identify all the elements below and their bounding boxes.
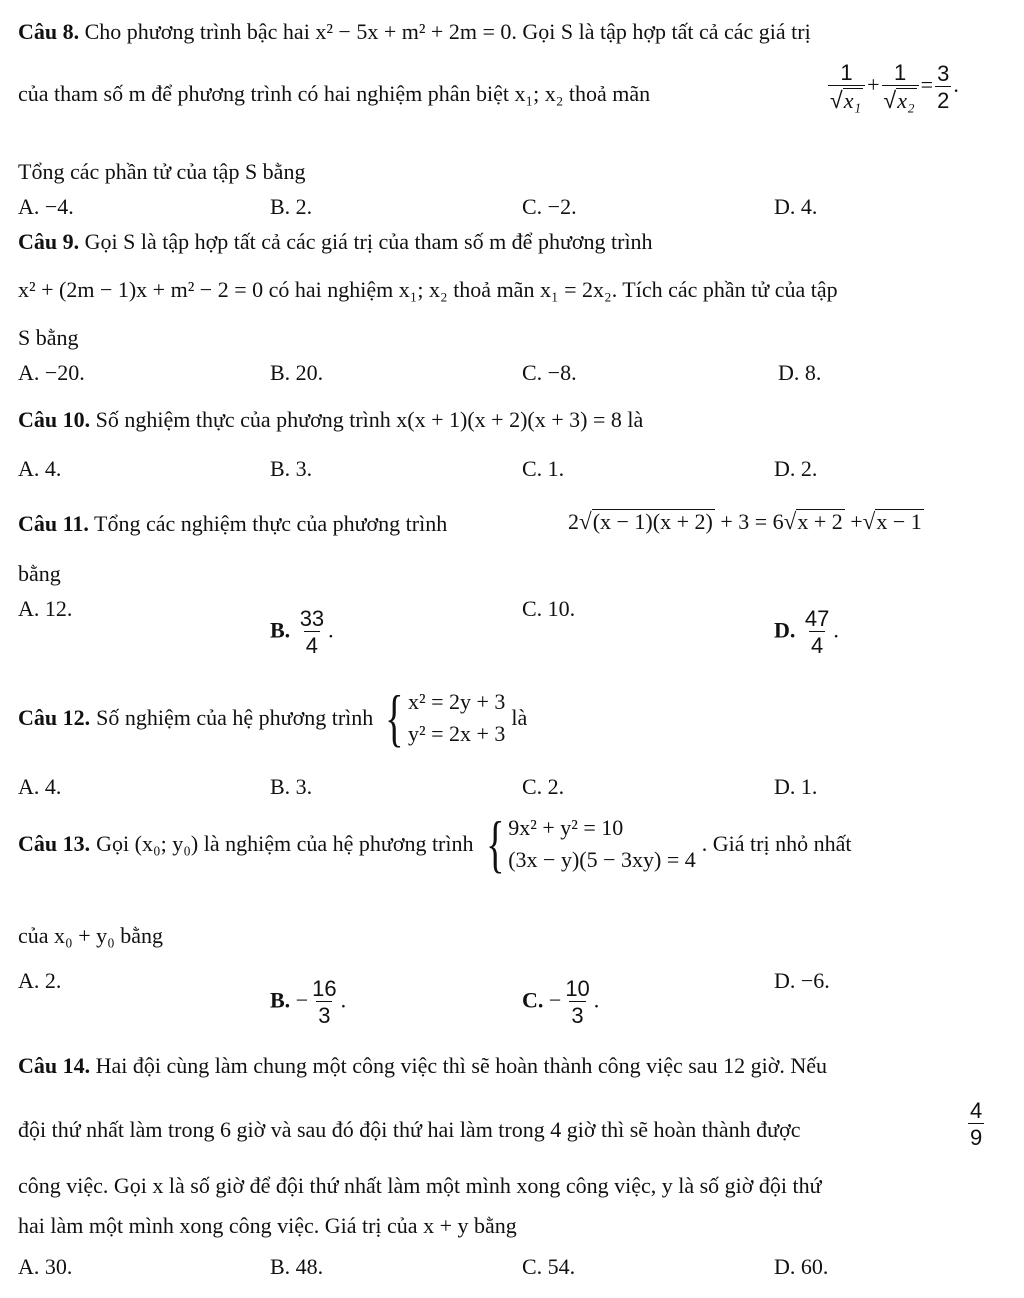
q13-line2: của x₀ + y₀ bằng	[18, 923, 164, 948]
q11-label: Câu 11.	[18, 511, 89, 536]
q8-option-a: A. −4.	[18, 194, 74, 219]
q12-option-a: A. 4.	[18, 774, 62, 799]
q14-text-line1: Hai đội cùng làm chung một công việc thì sẽ hoàn thành công việc sau 12 giờ. Nếu	[95, 1053, 827, 1078]
q11-eq-plus: +	[850, 509, 863, 534]
q8-cond-n1: 1	[840, 60, 853, 85]
q8-cond-n2: 1	[893, 60, 907, 85]
q10-option-d: D. 2.	[774, 456, 818, 481]
q12-system: { x² = 2y + 3 y² = 2x + 3	[385, 682, 506, 753]
q10-option-c: C. 1.	[522, 456, 565, 481]
q14-line4: hai làm một mình xong công việc. Giá trị của x + y bằng	[18, 1213, 517, 1238]
q12-option-b: B. 3.	[270, 774, 313, 799]
q11-equation: 2√(x − 1)(x + 2) + 3 = 6√x + 2 +√x − 1	[568, 508, 922, 534]
q8-option-c: C. −2.	[522, 194, 577, 219]
q11-line2: bằng	[18, 561, 61, 586]
q12-text: Số nghiệm của hệ phương trình	[96, 705, 374, 730]
q13-post: . Giá trị nhỏ nhất	[701, 831, 852, 856]
q9-text-line1: Gọi S là tập hợp tất cả các giá trị của tham số m để phương trình	[84, 229, 653, 254]
q8-cond-rn: 3	[937, 60, 950, 86]
q14-line1	[18, 1052, 1002, 1080]
q9-line2: x² + (2m − 1)x + m² − 2 = 0 có hai nghiệm x₁; x₂ thoả mãn x₁ = 2x₂. Tích các phần tử của tập	[18, 277, 838, 302]
q8-cond-rd: 2	[937, 87, 950, 113]
q13-option-c-den: 3	[571, 1003, 584, 1029]
q14-option-a: A. 30.	[18, 1254, 73, 1279]
q12-label: Câu 12.	[18, 705, 91, 730]
q11-option-b: B. $\frac{33}{4}$ .	[270, 606, 334, 659]
q10-text: Số nghiệm thực của phương trình x(x + 1)(x + 2)(x + 3) = 8 là	[95, 407, 644, 432]
q9-line1	[18, 228, 1002, 256]
q13-option-b-sign: −	[295, 987, 309, 1013]
q14-option-b: B. 48.	[270, 1254, 324, 1279]
q10-label: Câu 10.	[18, 407, 91, 432]
q9-line3: S bằng	[18, 325, 79, 350]
q8-line3: Tổng các phần tử của tập S bằng	[18, 159, 306, 184]
q11-option-b-letter: B.	[270, 617, 291, 643]
q13-option-c-sign: −	[548, 987, 562, 1013]
q8-option-b: B. 2.	[270, 194, 313, 219]
q13-eq1: 9x² + y² = 10	[508, 815, 624, 841]
q14-frac-num: 4	[970, 1098, 983, 1123]
q9-option-d: D. 8.	[778, 360, 822, 385]
q12-option-c: C. 2.	[522, 774, 565, 799]
q8-text-line2: của tham số m để phương trình có hai nghiệm phân biệt x₁; x₂ thoả mãn	[18, 81, 651, 106]
q13-line1	[18, 808, 852, 879]
q13-option-c-letter: C.	[522, 987, 544, 1013]
q13-option-a: A. 2.	[18, 968, 62, 993]
q13-option-d: D. −6.	[774, 968, 830, 993]
q11-eq-rad2: x + 2	[797, 509, 843, 534]
q11-text: Tổng các nghiệm thực của phương trình	[94, 511, 448, 536]
q14-option-d: D. 60.	[774, 1254, 829, 1279]
q11-option-b-num: 33	[299, 606, 325, 631]
q8-condition: $\frac{1}{\text{√x₁}}$ + $\frac{1}{\text{√x₂}}$ = $\frac{3}{2}$ .	[830, 60, 959, 114]
q9-option-a: A. −20.	[18, 360, 85, 385]
q11-option-d-num: 47	[804, 606, 830, 631]
q12-line	[18, 682, 528, 753]
q8-cond-d2: x₂	[897, 88, 915, 114]
q14-option-c: C. 54.	[522, 1254, 576, 1279]
q11-option-c: C. 10.	[522, 596, 576, 621]
q10-option-a: A. 4.	[18, 456, 62, 481]
q13-pre: Gọi (x₀; y₀) là nghiệm của hệ phương trình	[96, 831, 474, 856]
q11-eq-mid: + 3 = 6	[720, 509, 784, 534]
q13-eq2: (3x − y)(5 − 3xy) = 4	[508, 847, 696, 872]
q13-label: Câu 13.	[18, 831, 91, 856]
q12-option-d: D. 1.	[774, 774, 818, 799]
q13-option-c: C. − $\frac{10}{3}$ .	[522, 976, 600, 1029]
q11-eq-rad1: (x − 1)(x + 2)	[592, 509, 713, 534]
q12-eq2: y² = 2x + 3	[407, 721, 506, 746]
q10-line	[18, 406, 1002, 434]
q14-line3: công việc. Gọi x là số giờ để đội thứ nhất làm một mình xong công việc, y là số giờ đội thứ	[18, 1173, 822, 1198]
q8-option-d: D. 4.	[774, 194, 818, 219]
q11-option-d-letter: D.	[774, 617, 796, 643]
q13-system: { 9x² + y² = 10 (3x − y)(5 − 3xy) = 4	[485, 808, 696, 879]
q14-fraction	[966, 1098, 986, 1151]
q13-option-b-den: 3	[318, 1003, 331, 1029]
q14-label: Câu 14.	[18, 1053, 91, 1078]
q12-tail: là	[511, 705, 528, 730]
q9-option-c: C. −8.	[522, 360, 577, 385]
q8-line1	[18, 18, 1002, 46]
q9-option-b: B. 20.	[270, 360, 324, 385]
q10-option-b: B. 3.	[270, 456, 313, 481]
q13-option-b: B. − $\frac{16}{3}$ .	[270, 976, 347, 1029]
q8-cond-d1: x₁	[843, 88, 862, 114]
q8-text-line1: Cho phương trình bậc hai x² − 5x + m² + 2m = 0. Gọi S là tập hợp tất cả các giá trị	[84, 19, 811, 44]
q11-eq-rad3: x − 1	[876, 509, 922, 534]
q9-label: Câu 9.	[18, 229, 80, 254]
q13-option-b-letter: B.	[270, 987, 291, 1013]
q11-option-a: A. 12.	[18, 596, 73, 621]
q12-eq1: x² = 2y + 3	[407, 689, 506, 715]
q13-option-c-num: 10	[565, 976, 590, 1001]
q14-line2: đội thứ nhất làm trong 6 giờ và sau đó đội thứ hai làm trong 4 giờ thì sẽ hoàn thành được	[18, 1117, 801, 1142]
q14-frac-den: 9	[970, 1125, 983, 1151]
q11-option-b-den: 4	[305, 633, 319, 659]
q8-label: Câu 8.	[18, 19, 80, 44]
q11-eq-pre: 2	[568, 509, 579, 534]
q13-option-b-num: 16	[312, 976, 337, 1001]
q11-option-d-den: 4	[811, 633, 824, 659]
q11-option-d: D. $\frac{47}{4}$ .	[774, 606, 839, 659]
